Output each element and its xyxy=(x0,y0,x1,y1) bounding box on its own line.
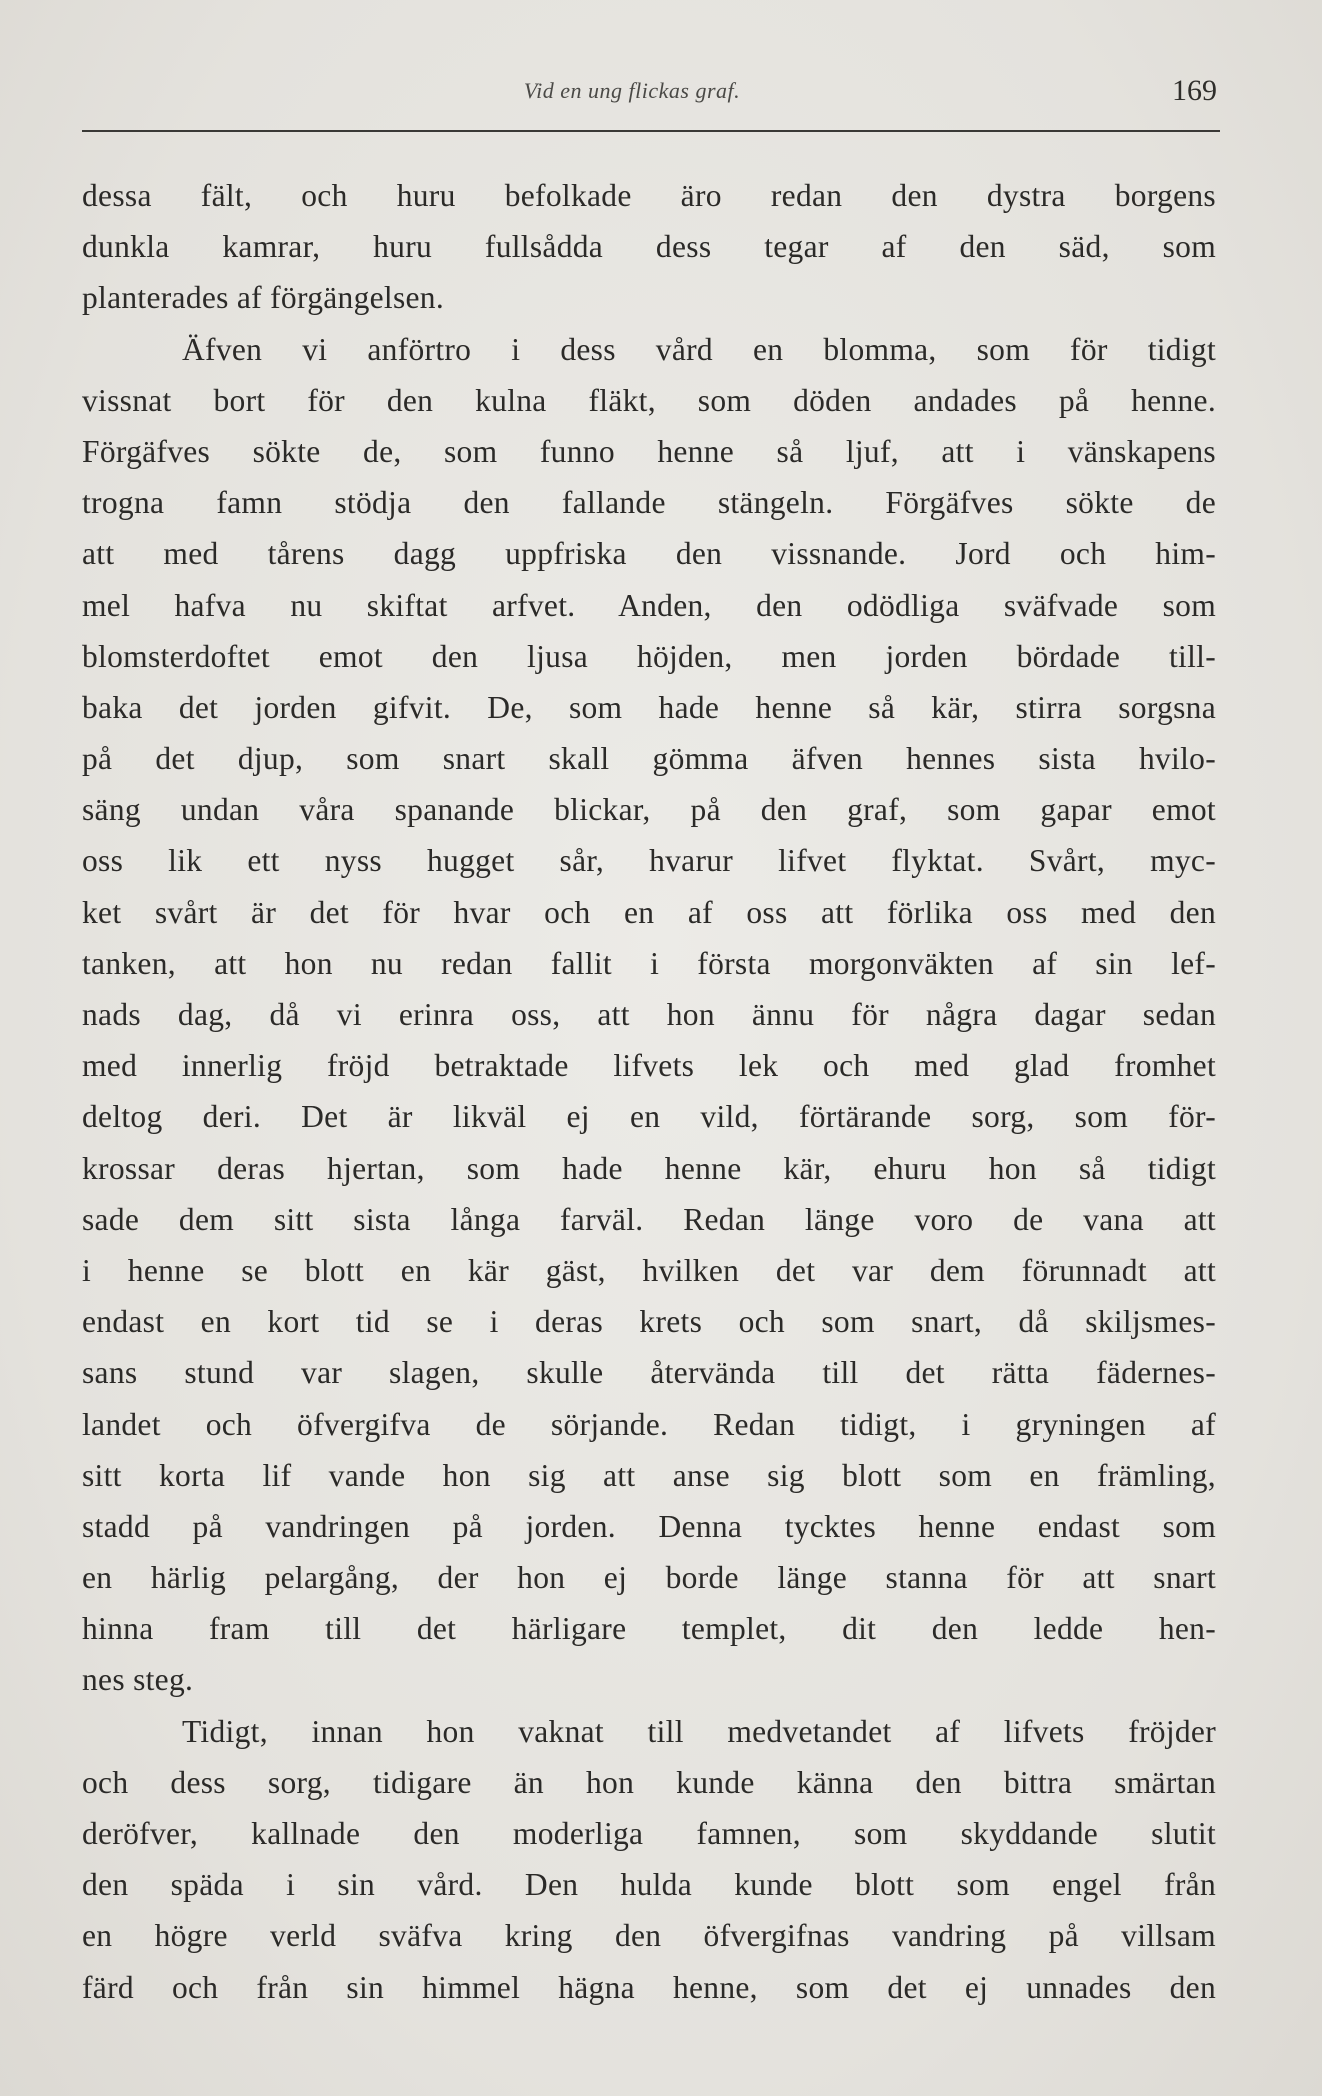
text-line: sade dem sitt sista långa farväl. Redan länge voro de vana att xyxy=(82,1201,1216,1237)
text-line: Förgäfves sökte de, som funno henne så ljuf, att i vänskapens xyxy=(82,433,1216,469)
text-line: att med tårens dagg uppfriska den vissnande. Jord och him- xyxy=(82,536,1216,572)
running-head xyxy=(82,70,1217,120)
text-line: sitt korta lif vande hon sig att anse sig blott som en främling, xyxy=(82,1457,1216,1493)
text-line: deltog deri. Det är likväl ej en vild, förtärande sorg, som för- xyxy=(82,1099,1216,1135)
text-line: med innerlig fröjd betraktade lifvets lek och med glad fromhet xyxy=(82,1048,1216,1084)
running-title: Vid en ung flickas graf. xyxy=(523,78,741,103)
text-line: vissnat bort för den kulna fläkt, som döden andades på henne. xyxy=(82,382,1216,418)
text-line: stadd på vandringen på jorden. Denna tycktes henne endast som xyxy=(82,1508,1216,1544)
text-line: tanken, att hon nu redan fallit i första morgonväkten af sin lef- xyxy=(82,945,1216,981)
text-line: krossar deras hjertan, som hade henne kär, ehuru hon så tidigt xyxy=(82,1150,1216,1186)
text-line: en härlig pelargång, der hon ej borde länge stanna för att snart xyxy=(82,1560,1216,1596)
text-line: dunkla kamrar, huru fullsådda dess tegar af den säd, som xyxy=(82,229,1216,265)
text-line: färd och från sin himmel hägna henne, som det ej unnades den xyxy=(82,1969,1216,2005)
text-line: planterades af förgängelsen. xyxy=(82,280,445,316)
text-line: Tidigt, innan hon vaknat till medvetandet af lifvets fröjder xyxy=(182,1713,1216,1749)
text-line: baka det jorden gifvit. De, som hade henne så kär, stirra sorgsna xyxy=(82,689,1216,725)
text-line: ket svårt är det för hvar och en af oss att förlika oss med den xyxy=(82,894,1216,930)
text-line: trogna famn stödja den fallande stängeln. Förgäfves sökte de xyxy=(82,485,1216,521)
text-line: dessa fält, och huru befolkade äro redan den dystra borgens xyxy=(82,178,1216,213)
text-line: nes steg. xyxy=(82,1662,194,1698)
text-line: Äfven vi anförtro i dess vård en blomma, som för tidigt xyxy=(182,331,1216,367)
text-line: i henne se blott en kär gäst, hvilken det var dem förunnadt att xyxy=(82,1252,1216,1288)
text-line: landet och öfvergifva de sörjande. Redan tidigt, i gryningen af xyxy=(82,1406,1216,1442)
text-line: oss lik ett nyss hugget sår, hvarur lifvet flyktat. Svårt, myc- xyxy=(82,843,1216,879)
text-line: endast en kort tid se i deras krets och som snart, då skiljsmes- xyxy=(82,1304,1216,1340)
text-line: den späda i sin vård. Den hulda kunde blott som engel från xyxy=(82,1867,1216,1903)
page-number: 169 xyxy=(1172,74,1217,107)
text-line: på det djup, som snart skall gömma äfven hennes sista hvilo- xyxy=(82,741,1216,777)
text-line: sans stund var slagen, skulle återvända till det rätta fädernes- xyxy=(82,1355,1216,1391)
header-rule xyxy=(82,130,1220,132)
text-line: blomsterdoftet emot den ljusa höjden, men jorden bördade till- xyxy=(82,638,1216,674)
text-line: en högre verld sväfva kring den öfvergifnas vandring på villsam xyxy=(82,1918,1216,1954)
text-line: och dess sorg, tidigare än hon kunde känna den bittra smärtan xyxy=(82,1764,1216,1800)
body-text xyxy=(82,170,1216,2013)
text-line: deröfver, kallnade den moderliga famnen, som skyddande slutit xyxy=(82,1816,1216,1851)
text-line: nads dag, då vi erinra oss, att hon ännu för några dagar sedan xyxy=(82,997,1216,1032)
text-line: säng undan våra spanande blickar, på den graf, som gapar emot xyxy=(82,792,1216,828)
text-line: hinna fram till det härligare templet, dit den ledde hen- xyxy=(82,1611,1216,1647)
text-line: mel hafva nu skiftat arfvet. Anden, den odödliga sväfvade som xyxy=(82,587,1216,623)
